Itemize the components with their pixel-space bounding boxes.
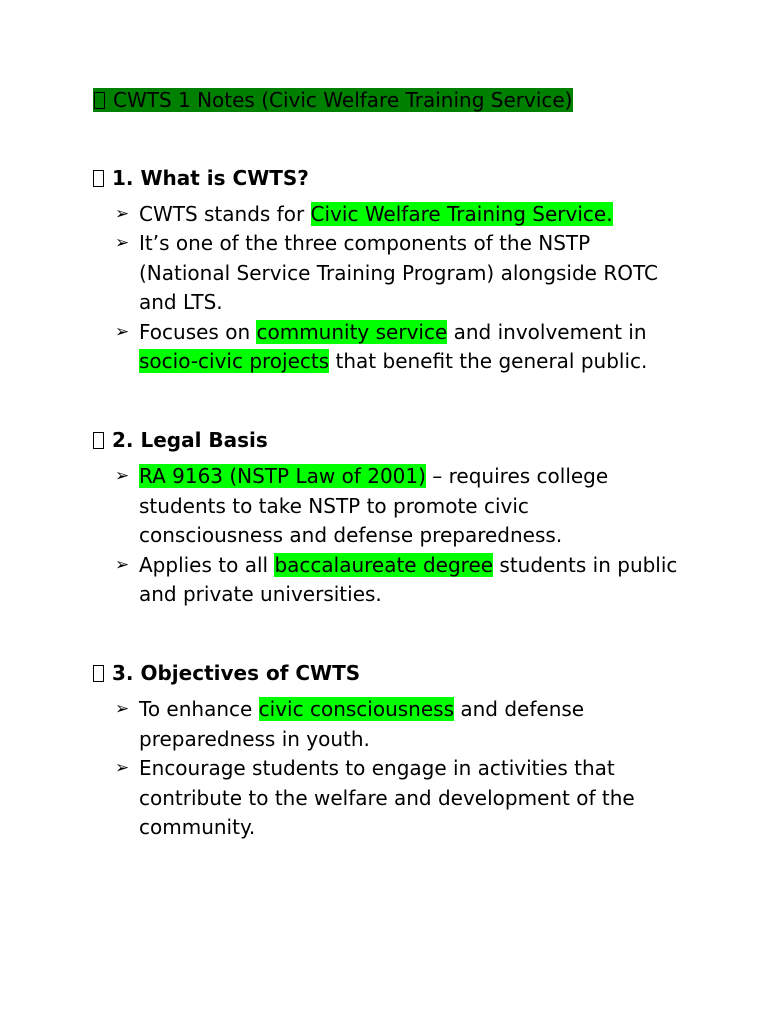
highlighted-text: baccalaureate degree — [274, 552, 494, 577]
bullet-list — [93, 695, 693, 842]
list-item: ➢ Focuses on community service and involvement in socio-civic projects that benefit the general public. — [115, 319, 648, 374]
title-text: CWTS 1 Notes (Civic Welfare Training Service) — [113, 88, 573, 112]
section-heading-legal-basis: 2. Legal Basis — [93, 426, 693, 454]
box-glyph-icon — [93, 665, 104, 682]
document-page — [93, 86, 693, 843]
list-item: ➢ It’s one of the three components of the NSTP (National Service Training Program) alongside ROTC and LTS. — [115, 231, 658, 315]
list-item: ➢ CWTS stands for Civic Welfare Training Service. — [93, 200, 679, 229]
bullet-list — [93, 462, 693, 609]
bullet-list — [93, 200, 693, 376]
highlighted-text: civic consciousness — [258, 697, 455, 722]
arrow-bullet-icon: ➢ — [115, 554, 130, 575]
arrow-bullet-icon: ➢ — [115, 233, 130, 254]
section-heading-what-is-cwts: 1. What is CWTS? — [93, 164, 693, 192]
document-title — [93, 86, 693, 114]
title-highlight — [93, 88, 573, 112]
arrow-bullet-icon: ➢ — [115, 466, 130, 487]
list-item: ➢ RA 9163 (NSTP Law of 2001) – requires college students to take NSTP to promote civic consciousness and defense preparedness. — [115, 464, 609, 548]
arrow-bullet-icon: ➢ — [115, 699, 130, 720]
highlighted-text: socio-civic projects — [139, 349, 330, 374]
arrow-bullet-icon: ➢ — [115, 321, 130, 342]
highlighted-text: community service — [256, 319, 448, 344]
arrow-bullet-icon: ➢ — [115, 204, 130, 224]
list-item: ➢ Applies to all baccalaureate degree students in public and private universities. — [115, 552, 678, 607]
box-glyph-icon — [93, 170, 104, 187]
highlighted-text: Civic Welfare Training Service. — [310, 202, 613, 226]
box-glyph-icon — [93, 432, 104, 449]
arrow-bullet-icon: ➢ — [115, 758, 130, 779]
list-item: ➢ To enhance civic consciousness and defense preparedness in youth. — [115, 697, 585, 751]
section-heading-objectives: 3. Objectives of CWTS — [93, 659, 693, 687]
box-glyph-icon — [94, 92, 105, 109]
list-item: ➢ Encourage students to engage in activities that contribute to the welfare and development of the community. — [115, 756, 635, 840]
highlighted-text: RA 9163 (NSTP Law of 2001) — [139, 464, 426, 489]
